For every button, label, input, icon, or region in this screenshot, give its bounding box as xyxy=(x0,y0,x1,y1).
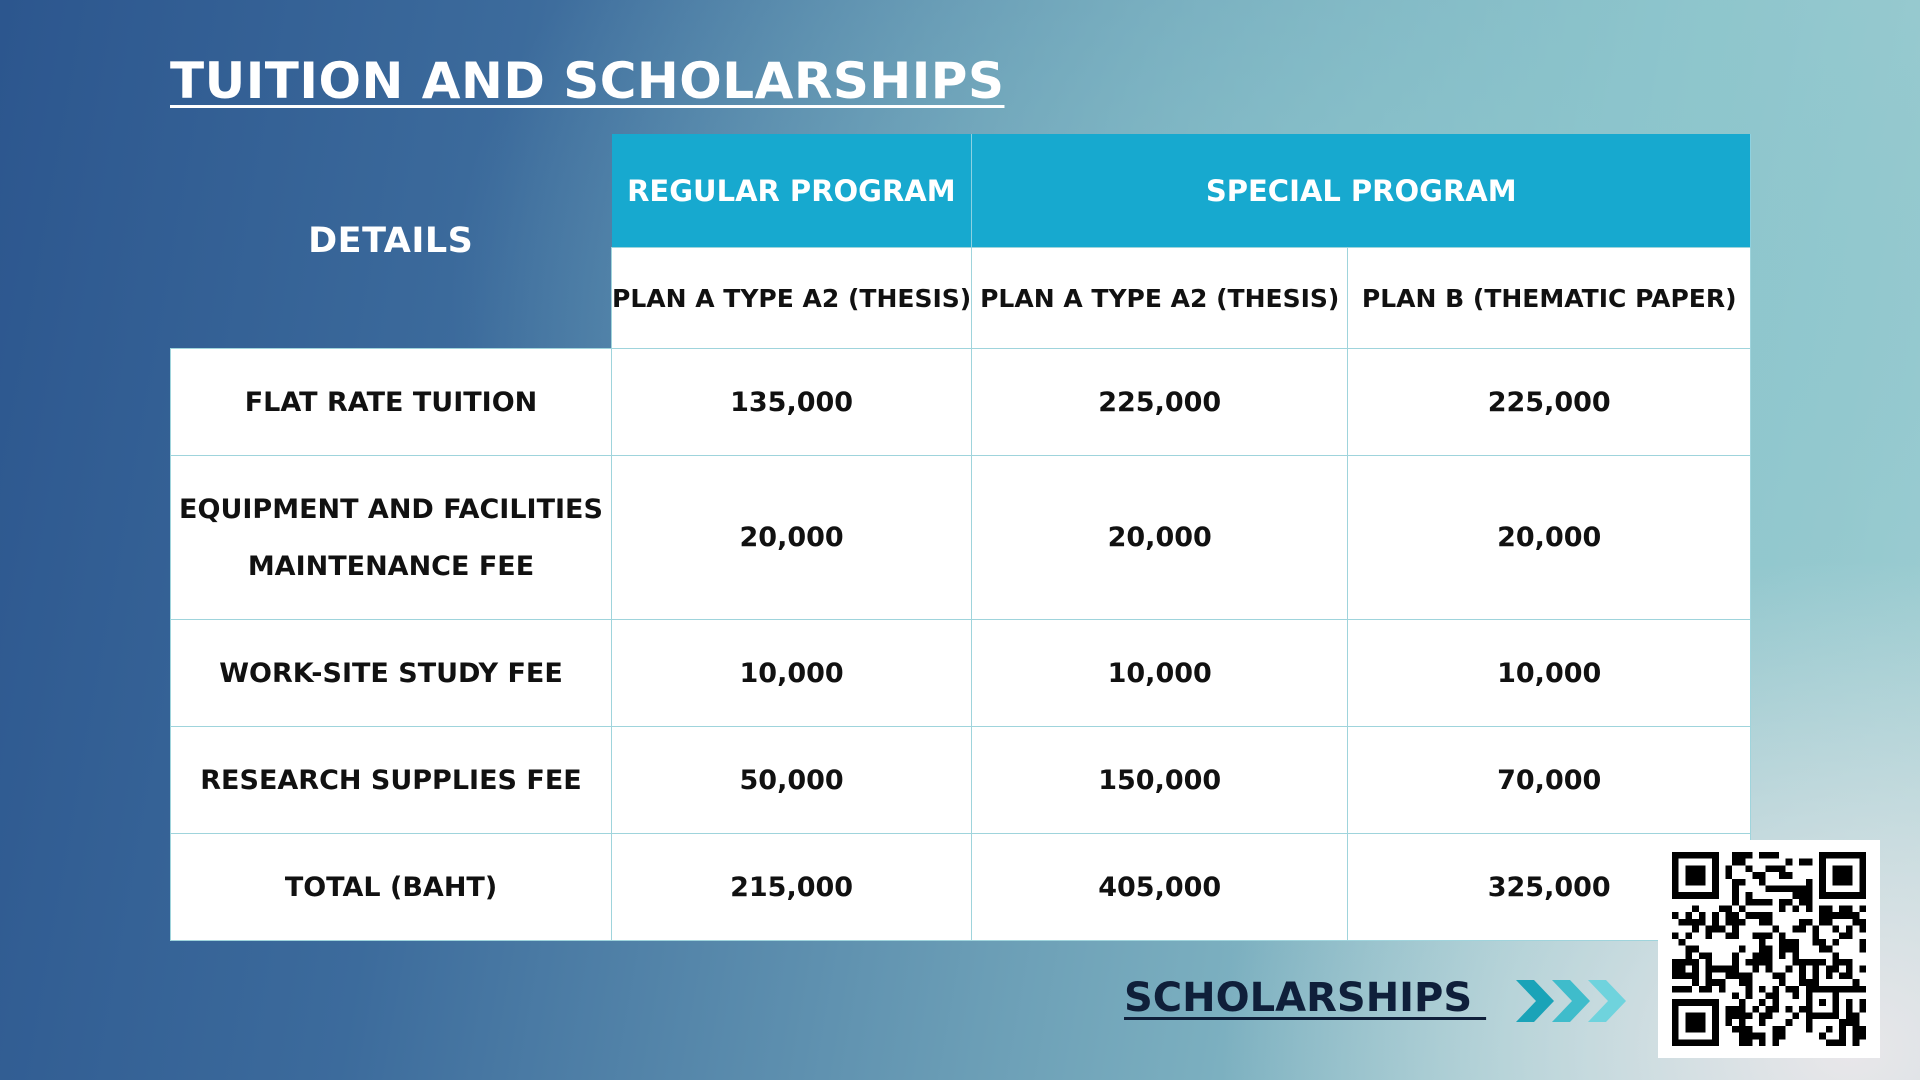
row-label xyxy=(171,834,612,941)
details-header: DETAILS xyxy=(308,221,474,261)
row-label xyxy=(171,727,612,834)
table-row-total xyxy=(171,834,1751,941)
fee-value: 405,000 xyxy=(972,834,1348,941)
triple-chevron-right-icon[interactable] xyxy=(1512,974,1644,1028)
scholarships-link[interactable]: SCHOLARSHIPS xyxy=(1124,975,1487,1021)
tuition-table xyxy=(170,134,1751,941)
row-label-line: TOTAL (BAHT) xyxy=(284,871,498,903)
row-label xyxy=(171,456,612,620)
program-header-special: SPECIAL PROGRAM xyxy=(972,134,1751,248)
fee-value: 10,000 xyxy=(972,620,1348,727)
fee-value: 20,000 xyxy=(972,456,1348,620)
row-label xyxy=(171,620,612,727)
fee-value: 10,000 xyxy=(612,620,972,727)
row-label-line: EQUIPMENT AND FACILITIES xyxy=(179,493,603,525)
qr-code-icon xyxy=(1672,852,1866,1046)
row-label-line: RESEARCH SUPPLIES FEE xyxy=(200,764,582,796)
row-label xyxy=(171,349,612,456)
program-header-regular: REGULAR PROGRAM xyxy=(612,134,972,248)
fee-value: 135,000 xyxy=(612,349,972,456)
qr-code xyxy=(1658,840,1880,1058)
fee-value: 20,000 xyxy=(1348,456,1751,620)
fee-value: 225,000 xyxy=(1348,349,1751,456)
fee-value: 150,000 xyxy=(972,727,1348,834)
fee-value: 50,000 xyxy=(612,727,972,834)
fee-value: 10,000 xyxy=(1348,620,1751,727)
table-row xyxy=(171,727,1751,834)
row-label-line: FLAT RATE TUITION xyxy=(244,386,538,418)
fee-value: 70,000 xyxy=(1348,727,1751,834)
table-row xyxy=(171,349,1751,456)
row-label-line: MAINTENANCE FEE xyxy=(247,550,535,582)
fee-value: 325,000 xyxy=(1348,834,1751,941)
program-header-row xyxy=(171,134,1751,248)
plan-header: PLAN A TYPE A2 (THESIS) xyxy=(972,248,1348,349)
page-title: TUITION AND SCHOLARSHIPS xyxy=(170,52,1005,110)
table-row xyxy=(171,620,1751,727)
plan-header: PLAN A TYPE A2 (THESIS) xyxy=(612,248,972,349)
fee-value: 225,000 xyxy=(972,349,1348,456)
row-label-line: WORK-SITE STUDY FEE xyxy=(219,657,563,689)
fee-value: 20,000 xyxy=(612,456,972,620)
fee-value: 215,000 xyxy=(612,834,972,941)
table-row xyxy=(171,456,1751,620)
plan-header: PLAN B (THEMATIC PAPER) xyxy=(1348,248,1751,349)
